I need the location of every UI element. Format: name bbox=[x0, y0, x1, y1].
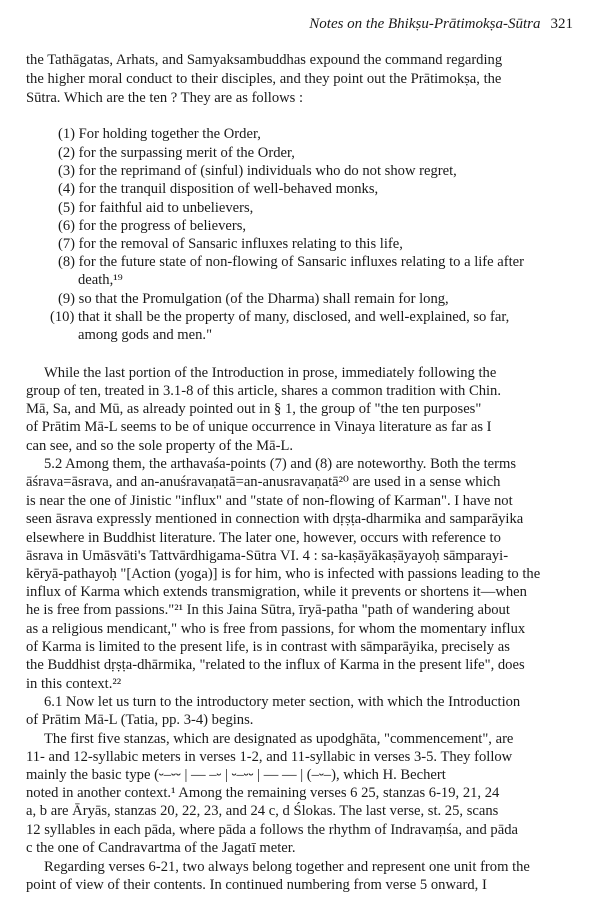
list-item: (5) for faithful aid to unbelievers, bbox=[58, 200, 254, 216]
body-line: The first five stanzas, which are designated as upodghāta, "commencement", are bbox=[44, 731, 514, 747]
list-item: (2) for the surpassing merit of the Order, bbox=[58, 145, 295, 161]
body-line: c the one of Candravartma of the Jagatī meter. bbox=[26, 840, 296, 856]
body-line: of Karma is limited to the present life, is in contrast with sāmparāyika, precisely as bbox=[26, 639, 510, 655]
body-line: of Prātim Mā-L seems to be of unique occurrence in Vinaya literature as far as I bbox=[26, 419, 492, 435]
body-line: a, b are Āryās, stanzas 20, 22, 23, and 24 c, d Ślokas. The last verse, st. 25, scans bbox=[26, 803, 499, 819]
body-line: Regarding verses 6-21, two always belong together and represent one unit from the bbox=[44, 859, 530, 875]
body-line: 5.2 Among them, the arthavaśa-points (7) and (8) are noteworthy. Both the terms bbox=[44, 456, 517, 472]
body-line: the Buddhist dṛṣṭa-dhārmika, "related to the influx of Karma in the present life", does bbox=[26, 657, 525, 673]
body-line: Sūtra. Which are the ten ? They are as follows : bbox=[26, 90, 304, 106]
body-line: seen āsrava expressly mentioned in connection with dṛṣṭa-dharmika and samparāyika bbox=[26, 511, 524, 527]
body-line: āsrava in Umāsvāti's Tattvārdhigama-Sūtra VI. 4 : sa-kaṣāyākaṣāyayoḥ sāmparayi- bbox=[26, 548, 509, 564]
list-item: (6) for the progress of believers, bbox=[58, 218, 247, 234]
list-item-continuation: death,¹⁹ bbox=[78, 272, 123, 288]
list-item: (7) for the removal of Sansaric influxes relating to this life, bbox=[58, 236, 403, 252]
body-line: point of view of their contents. In continued numbering from verse 5 onward, I bbox=[26, 877, 487, 893]
body-line: as a religious mendicant," who is free from passions, for whom the momentary influx bbox=[26, 621, 526, 637]
list-item: (3) for the reprimand of (sinful) individuals who do not show regret, bbox=[58, 163, 457, 179]
list-item: (4) for the tranquil disposition of well-behaved monks, bbox=[58, 181, 379, 197]
body-line: While the last portion of the Introduction in prose, immediately following the bbox=[44, 365, 497, 381]
body-line: the higher moral conduct to their disciples, and they point out the Prātimokṣa, the bbox=[26, 71, 502, 87]
body-line: elsewhere in Buddhist literature. The later one, however, occurs with reference to bbox=[26, 530, 501, 546]
body-line: group of ten, treated in 3.1-8 of this article, shares a common tradition with Chin. bbox=[26, 383, 501, 399]
list-item: (9) so that the Promulgation (of the Dharma) shall remain for long, bbox=[58, 291, 449, 307]
body-line: Mā, Sa, and Mū, as already pointed out in § 1, the group of "the ten purposes" bbox=[26, 401, 482, 417]
body-line: 12 syllables in each pāda, where pāda a follows the rhythm of Indravaṃśa, and pāda bbox=[26, 822, 518, 838]
body-line: mainly the basic type (⏑–⏑⏑ | — –⏑ | ⏑–⏑⏑ | — — | (–⏑–), which H. Bechert bbox=[26, 767, 446, 783]
body-line: of Prātim Mā-L (Tatia, pp. 3-4) begins. bbox=[26, 712, 254, 728]
running-header bbox=[0, 15, 573, 33]
body-line: kēryā-pathayoḥ "[Action (yoga)] is for him, who is infected with passions leading to the bbox=[26, 566, 541, 582]
body-line: āśrava=āsrava, and an-anuśravaṇatā=an-anusravaṇatā²⁰ are used in a sense which bbox=[26, 474, 501, 490]
body-line: in this context.²² bbox=[26, 676, 122, 692]
list-item-continuation: among gods and men." bbox=[78, 327, 213, 343]
list-item: (1) For holding together the Order, bbox=[58, 126, 261, 142]
body-line: he is free from passions."²¹ In this Jaina Sūtra, īryā-patha "path of wandering about bbox=[26, 602, 510, 618]
body-line: can see, and so the sole property of the Mā-L. bbox=[26, 438, 294, 454]
body-line: 11- and 12-syllabic meters in verses 1-2, and 11-syllabic in verses 3-5. They follow bbox=[26, 749, 513, 765]
page-number: 321 bbox=[550, 16, 573, 32]
list-item: (10) that it shall be the property of many, disclosed, and well-explained, so far, bbox=[50, 309, 510, 325]
body-line: is near the one of Jinistic "influx" and "state of non-flowing of Karman". I have not bbox=[26, 493, 513, 509]
list-item: (8) for the future state of non-flowing of Sansaric influxes relating to a life after bbox=[58, 254, 525, 270]
body-line: the Tathāgatas, Arhats, and Samyaksambuddhas expound the command regarding bbox=[26, 52, 503, 68]
body-line: noted in another context.¹ Among the remaining verses 6 25, stanzas 6-19, 21, 24 bbox=[26, 785, 500, 801]
body-line: influx of Karma which extends transmigration, while it prevents or shortens it—when bbox=[26, 584, 527, 600]
running-title: Notes on the Bhikṣu-Prātimokṣa-Sūtra bbox=[309, 16, 541, 32]
body-line: 6.1 Now let us turn to the introductory meter section, with which the Introduction bbox=[44, 694, 521, 710]
